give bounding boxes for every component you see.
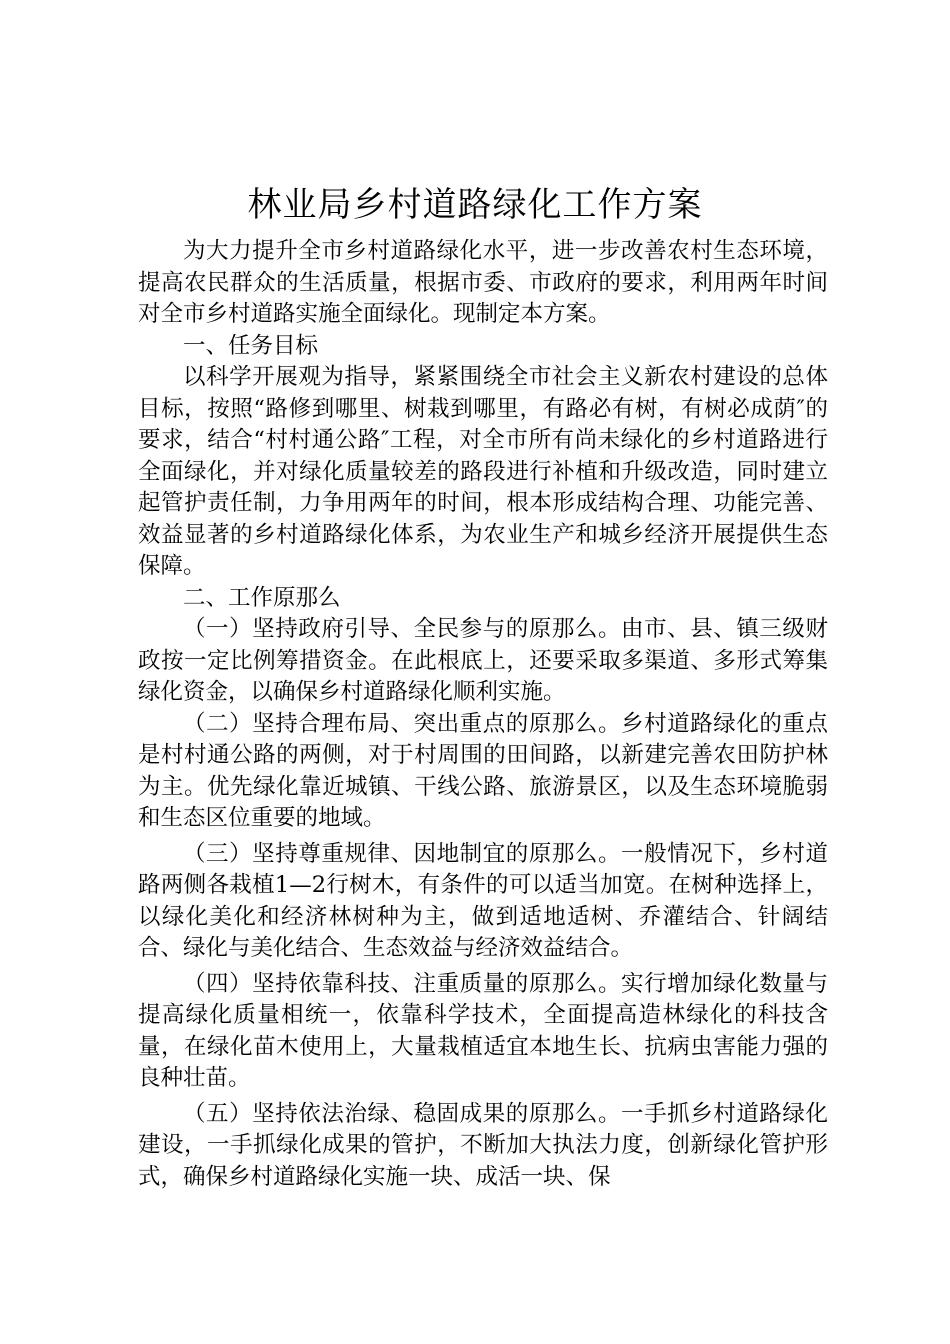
- principle-2-paragraph: （二）坚持合理布局、突出重点的原那么。乡村道路绿化的重点是村村通公路的两侧，对于村周围的田间路，以新建完善农田防护林为主。优先绿化靠近城镇、干线公路、旅游景区，以及生态环境脆弱和生态区位重要的地域。: [138, 710, 828, 831]
- intro-paragraph: 为大力提升全市乡村道路绿化水平，进一步改善农村生态环境，提高农民群众的生活质量，根据市委、市政府的要求，利用两年时间对全市乡村道路实施全面绿化。现制定本方案。: [138, 238, 828, 327]
- principle-3-paragraph: （三）坚持尊重规律、因地制宜的原那么。一般情况下，乡村道路两侧各栽植1—2行树木，有条件的可以适当加宽。在树种选择上，以绿化美化和经济林树种为主，做到适地适树、乔灌结合、针阔结合、绿化与美化结合、生态效益与经济效益结合。: [138, 840, 828, 961]
- principle-1-paragraph: （一）坚持政府引导、全民参与的原那么。由市、县、镇三级财政按一定比例筹措资金。在此根底上，还要采取多渠道、多形式筹集绿化资金，以确保乡村道路绿化顺利实施。: [138, 616, 828, 705]
- principle-5-paragraph: （五）坚持依法治绿、稳固成果的原那么。一手抓乡村道路绿化建设，一手抓绿化成果的管护，不断加大执法力度，创新绿化管护形式，确保乡村道路绿化实施一块、成活一块、保: [138, 1100, 828, 1190]
- section-heading-2: 二、工作原那么: [183, 584, 341, 611]
- section-heading-1: 一、任务目标: [183, 332, 319, 359]
- document-body: [138, 236, 828, 1193]
- principle-4-paragraph: （四）坚持依靠科技、注重质量的原那么。实行增加绿化数量与提高绿化质量相统一，依靠科学技术，全面提高造林绿化的科技含量，在绿化苗木使用上，大量栽植适宜本地生长、抗病虫害能力强的良种壮苗。: [138, 970, 828, 1091]
- document-title: 林业局乡村道路绿化工作方案: [247, 185, 703, 225]
- section-1-paragraph: 以科学开展观为指导，紧紧围绕全市社会主义新农村建设的总体目标，按照“路修到哪里、树栽到哪里，有路必有树，有树必成荫″的要求，结合“村村通公路″工程，对全市所有尚未绿化的乡村道路进行全面绿化，并对绿化质量较差的路段进行补植和升级改造，同时建立起管护责任制，力争用两年的时间，根本形成结构合理、功能完善、效益显著的乡村道路绿化体系，为农业生产和城乡经济开展提供生态保障。: [138, 364, 828, 579]
